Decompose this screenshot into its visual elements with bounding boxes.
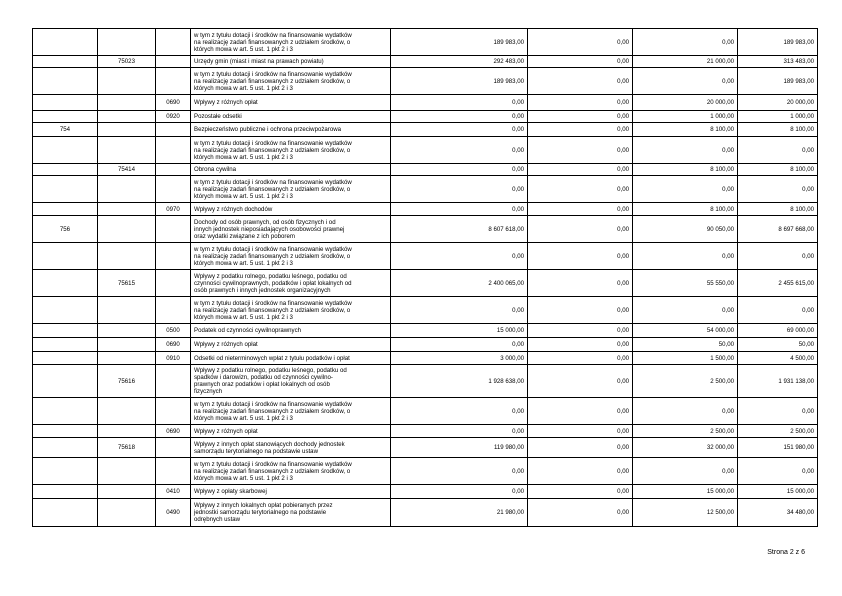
chapter-code-cell: 75618 bbox=[98, 438, 156, 458]
amount-before-cell: 0,00 bbox=[391, 485, 528, 499]
amount-before-cell: 15 000,00 bbox=[391, 324, 528, 338]
table-row bbox=[33, 68, 818, 95]
paragraph-code-cell: 0500 bbox=[156, 324, 191, 338]
amount-before-cell: 189 983,00 bbox=[391, 68, 528, 95]
item-name-cell: Urzędy gmin (miast i miast na prawach powiatu) bbox=[191, 56, 391, 68]
table-row bbox=[33, 137, 818, 164]
division-code-cell bbox=[33, 137, 98, 164]
table-row bbox=[33, 176, 818, 203]
amount-before-cell: 0,00 bbox=[391, 111, 528, 123]
amount-increase-cell: 20 000,00 bbox=[633, 95, 738, 111]
amount-after-cell: 1 000,00 bbox=[738, 111, 818, 123]
amount-after-cell: 0,00 bbox=[738, 458, 818, 485]
division-code-cell: 754 bbox=[33, 123, 98, 137]
amount-after-cell: 20 000,00 bbox=[738, 95, 818, 111]
amount-before-cell: 21 980,00 bbox=[391, 499, 528, 527]
chapter-code-cell bbox=[98, 243, 156, 270]
chapter-code-cell bbox=[98, 216, 156, 243]
paragraph-code-cell bbox=[156, 216, 191, 243]
table-row bbox=[33, 95, 818, 111]
table-row bbox=[33, 297, 818, 324]
division-code-cell bbox=[33, 95, 98, 111]
amount-decrease-cell: 0,00 bbox=[528, 216, 633, 243]
amount-increase-cell: 0,00 bbox=[633, 398, 738, 425]
division-code-cell bbox=[33, 352, 98, 365]
paragraph-code-cell: 0490 bbox=[156, 499, 191, 527]
paragraph-code-cell bbox=[156, 243, 191, 270]
paragraph-code-cell bbox=[156, 68, 191, 95]
amount-increase-cell: 8 100,00 bbox=[633, 123, 738, 137]
amount-decrease-cell: 0,00 bbox=[528, 176, 633, 203]
item-name-cell: w tym z tytułu dotacji i środków na finansowanie wydatków na realizację zadań finansowanych z udziałem środków, o których mowa w art. 5 ust. 1 pkt 2 i 3 bbox=[191, 297, 391, 324]
paragraph-code-cell bbox=[156, 365, 191, 398]
amount-increase-cell: 0,00 bbox=[633, 137, 738, 164]
amount-increase-cell: 0,00 bbox=[633, 29, 738, 56]
amount-increase-cell: 15 000,00 bbox=[633, 485, 738, 499]
chapter-code-cell bbox=[98, 203, 156, 216]
page-number: Strona 2 z 6 bbox=[767, 549, 805, 556]
amount-after-cell: 8 697 668,00 bbox=[738, 216, 818, 243]
amount-decrease-cell: 0,00 bbox=[528, 338, 633, 352]
item-name-cell: Pozostałe odsetki bbox=[191, 111, 391, 123]
amount-after-cell: 189 983,00 bbox=[738, 68, 818, 95]
amount-decrease-cell: 0,00 bbox=[528, 398, 633, 425]
amount-after-cell: 151 980,00 bbox=[738, 438, 818, 458]
division-code-cell bbox=[33, 297, 98, 324]
division-code-cell bbox=[33, 458, 98, 485]
amount-increase-cell: 2 500,00 bbox=[633, 365, 738, 398]
table-row bbox=[33, 56, 818, 68]
amount-decrease-cell: 0,00 bbox=[528, 95, 633, 111]
paragraph-code-cell: 0690 bbox=[156, 425, 191, 438]
table-row bbox=[33, 338, 818, 352]
table-row bbox=[33, 438, 818, 458]
amount-increase-cell: 1 000,00 bbox=[633, 111, 738, 123]
amount-decrease-cell: 0,00 bbox=[528, 68, 633, 95]
paragraph-code-cell bbox=[156, 438, 191, 458]
amount-before-cell: 0,00 bbox=[391, 458, 528, 485]
amount-after-cell: 1 931 138,00 bbox=[738, 365, 818, 398]
item-name-cell: Obrona cywilna bbox=[191, 164, 391, 176]
division-code-cell: 756 bbox=[33, 216, 98, 243]
paragraph-code-cell: 0910 bbox=[156, 352, 191, 365]
chapter-code-cell bbox=[98, 29, 156, 56]
amount-after-cell: 0,00 bbox=[738, 398, 818, 425]
amount-decrease-cell: 0,00 bbox=[528, 352, 633, 365]
amount-increase-cell: 8 100,00 bbox=[633, 203, 738, 216]
table-row bbox=[33, 164, 818, 176]
item-name-cell: Dochody od osób prawnych, od osób fizycznych i od innych jednostek nieposiadających osobowości prawnej oraz wydatki związane z ich poborem bbox=[191, 216, 391, 243]
paragraph-code-cell: 0920 bbox=[156, 111, 191, 123]
chapter-code-cell bbox=[98, 297, 156, 324]
paragraph-code-cell bbox=[156, 123, 191, 137]
paragraph-code-cell: 0410 bbox=[156, 485, 191, 499]
amount-before-cell: 119 980,00 bbox=[391, 438, 528, 458]
table-row bbox=[33, 398, 818, 425]
division-code-cell bbox=[33, 164, 98, 176]
amount-before-cell: 2 400 065,00 bbox=[391, 270, 528, 297]
amount-after-cell: 4 500,00 bbox=[738, 352, 818, 365]
paragraph-code-cell: 0690 bbox=[156, 95, 191, 111]
amount-decrease-cell: 0,00 bbox=[528, 111, 633, 123]
amount-decrease-cell: 0,00 bbox=[528, 425, 633, 438]
paragraph-code-cell: 0970 bbox=[156, 203, 191, 216]
amount-increase-cell: 32 000,00 bbox=[633, 438, 738, 458]
table-row bbox=[33, 458, 818, 485]
paragraph-code-cell bbox=[156, 398, 191, 425]
amount-before-cell: 0,00 bbox=[391, 243, 528, 270]
paragraph-code-cell bbox=[156, 56, 191, 68]
chapter-code-cell bbox=[98, 485, 156, 499]
amount-increase-cell: 1 500,00 bbox=[633, 352, 738, 365]
item-name-cell: Wpływy z innych opłat stanowiących dochody jednostek samorządu terytorialnego na podstawie ustaw bbox=[191, 438, 391, 458]
amount-increase-cell: 0,00 bbox=[633, 243, 738, 270]
chapter-code-cell bbox=[98, 499, 156, 527]
amount-before-cell: 0,00 bbox=[391, 137, 528, 164]
amount-after-cell: 313 483,00 bbox=[738, 56, 818, 68]
amount-increase-cell: 2 500,00 bbox=[633, 425, 738, 438]
amount-before-cell: 0,00 bbox=[391, 164, 528, 176]
division-code-cell bbox=[33, 56, 98, 68]
amount-after-cell: 0,00 bbox=[738, 243, 818, 270]
table-row bbox=[33, 243, 818, 270]
division-code-cell bbox=[33, 203, 98, 216]
amount-decrease-cell: 0,00 bbox=[528, 164, 633, 176]
paragraph-code-cell bbox=[156, 176, 191, 203]
table-row bbox=[33, 123, 818, 137]
paragraph-code-cell bbox=[156, 137, 191, 164]
item-name-cell: Wpływy z różnych opłat bbox=[191, 95, 391, 111]
division-code-cell bbox=[33, 365, 98, 398]
table-row bbox=[33, 425, 818, 438]
amount-after-cell: 8 100,00 bbox=[738, 123, 818, 137]
division-code-cell bbox=[33, 243, 98, 270]
amount-increase-cell: 0,00 bbox=[633, 297, 738, 324]
division-code-cell bbox=[33, 499, 98, 527]
item-name-cell: Wpływy z różnych opłat bbox=[191, 425, 391, 438]
item-name-cell: Podatek od czynności cywilnoprawnych bbox=[191, 324, 391, 338]
chapter-code-cell bbox=[98, 458, 156, 485]
item-name-cell: w tym z tytułu dotacji i środków na finansowanie wydatków na realizację zadań finansowanych z udziałem środków, o których mowa w art. 5 ust. 1 pkt 2 i 3 bbox=[191, 137, 391, 164]
amount-decrease-cell: 0,00 bbox=[528, 123, 633, 137]
amount-before-cell: 0,00 bbox=[391, 203, 528, 216]
chapter-code-cell bbox=[98, 137, 156, 164]
chapter-code-cell bbox=[98, 338, 156, 352]
table-row bbox=[33, 111, 818, 123]
chapter-code-cell bbox=[98, 95, 156, 111]
paragraph-code-cell bbox=[156, 164, 191, 176]
table-row bbox=[33, 203, 818, 216]
amount-before-cell: 0,00 bbox=[391, 176, 528, 203]
amount-decrease-cell: 0,00 bbox=[528, 243, 633, 270]
paragraph-code-cell: 0690 bbox=[156, 338, 191, 352]
amount-after-cell: 2 455 615,00 bbox=[738, 270, 818, 297]
table-row bbox=[33, 216, 818, 243]
amount-after-cell: 189 983,00 bbox=[738, 29, 818, 56]
chapter-code-cell bbox=[98, 123, 156, 137]
chapter-code-cell bbox=[98, 425, 156, 438]
amount-decrease-cell: 0,00 bbox=[528, 485, 633, 499]
chapter-code-cell bbox=[98, 176, 156, 203]
division-code-cell bbox=[33, 111, 98, 123]
amount-increase-cell: 21 000,00 bbox=[633, 56, 738, 68]
amount-increase-cell: 90 050,00 bbox=[633, 216, 738, 243]
amount-increase-cell: 8 100,00 bbox=[633, 164, 738, 176]
division-code-cell bbox=[33, 270, 98, 297]
amount-after-cell: 0,00 bbox=[738, 137, 818, 164]
division-code-cell bbox=[33, 338, 98, 352]
item-name-cell: w tym z tytułu dotacji i środków na finansowanie wydatków na realizację zadań finansowanych z udziałem środków, o których mowa w art. 5 ust. 1 pkt 2 i 3 bbox=[191, 176, 391, 203]
item-name-cell: Wpływy z innych lokalnych opłat pobieranych przez jednostki samorządu terytorialnego na podstawie odrębnych ustaw bbox=[191, 499, 391, 527]
chapter-code-cell bbox=[98, 324, 156, 338]
item-name-cell: Wpływy z opłaty skarbowej bbox=[191, 485, 391, 499]
amount-decrease-cell: 0,00 bbox=[528, 56, 633, 68]
amount-decrease-cell: 0,00 bbox=[528, 297, 633, 324]
amount-increase-cell: 54 000,00 bbox=[633, 324, 738, 338]
table-row bbox=[33, 324, 818, 338]
division-code-cell bbox=[33, 324, 98, 338]
item-name-cell: Wpływy z różnych dochodów bbox=[191, 203, 391, 216]
chapter-code-cell bbox=[98, 352, 156, 365]
amount-before-cell: 189 983,00 bbox=[391, 29, 528, 56]
division-code-cell bbox=[33, 485, 98, 499]
amount-increase-cell: 0,00 bbox=[633, 68, 738, 95]
amount-decrease-cell: 0,00 bbox=[528, 137, 633, 164]
amount-increase-cell: 0,00 bbox=[633, 176, 738, 203]
chapter-code-cell bbox=[98, 68, 156, 95]
paragraph-code-cell bbox=[156, 29, 191, 56]
amount-after-cell: 15 000,00 bbox=[738, 485, 818, 499]
amount-after-cell: 50,00 bbox=[738, 338, 818, 352]
item-name-cell: Wpływy z różnych opłat bbox=[191, 338, 391, 352]
amount-after-cell: 8 100,00 bbox=[738, 164, 818, 176]
amount-increase-cell: 0,00 bbox=[633, 458, 738, 485]
budget-table bbox=[32, 28, 818, 527]
chapter-code-cell: 75023 bbox=[98, 56, 156, 68]
amount-before-cell: 0,00 bbox=[391, 297, 528, 324]
amount-before-cell: 1 928 638,00 bbox=[391, 365, 528, 398]
item-name-cell: w tym z tytułu dotacji i środków na finansowanie wydatków na realizację zadań finansowanych z udziałem środków, o których mowa w art. 5 ust. 1 pkt 2 i 3 bbox=[191, 68, 391, 95]
amount-decrease-cell: 0,00 bbox=[528, 365, 633, 398]
paragraph-code-cell bbox=[156, 297, 191, 324]
item-name-cell: w tym z tytułu dotacji i środków na finansowanie wydatków na realizację zadań finansowanych z udziałem środków, o których mowa w art. 5 ust. 1 pkt 2 i 3 bbox=[191, 458, 391, 485]
table-row bbox=[33, 29, 818, 56]
item-name-cell: w tym z tytułu dotacji i środków na finansowanie wydatków na realizację zadań finansowanych z udziałem środków, o których mowa w art. 5 ust. 1 pkt 2 i 3 bbox=[191, 398, 391, 425]
item-name-cell: w tym z tytułu dotacji i środków na finansowanie wydatków na realizację zadań finansowanych z udziałem środków, o których mowa w art. 5 ust. 1 pkt 2 i 3 bbox=[191, 29, 391, 56]
chapter-code-cell: 75414 bbox=[98, 164, 156, 176]
division-code-cell bbox=[33, 68, 98, 95]
amount-decrease-cell: 0,00 bbox=[528, 270, 633, 297]
item-name-cell: Wpływy z podatku rolnego, podatku leśnego, podatku od czynności cywilnoprawnych, podatków i opłat lokalnych od osób prawnych i innych jednostek organizacyjnych bbox=[191, 270, 391, 297]
item-name-cell: Bezpieczeństwo publiczne i ochrona przeciwpożarowa bbox=[191, 123, 391, 137]
table-row bbox=[33, 499, 818, 527]
amount-after-cell: 2 500,00 bbox=[738, 425, 818, 438]
amount-increase-cell: 12 500,00 bbox=[633, 499, 738, 527]
amount-before-cell: 0,00 bbox=[391, 123, 528, 137]
item-name-cell: Odsetki od nieterminowych wpłat z tytułu podatków i opłat bbox=[191, 352, 391, 365]
paragraph-code-cell bbox=[156, 270, 191, 297]
item-name-cell: w tym z tytułu dotacji i środków na finansowanie wydatków na realizację zadań finansowanych z udziałem środków, o których mowa w art. 5 ust. 1 pkt 2 i 3 bbox=[191, 243, 391, 270]
amount-decrease-cell: 0,00 bbox=[528, 29, 633, 56]
amount-after-cell: 69 000,00 bbox=[738, 324, 818, 338]
item-name-cell: Wpływy z podatku rolnego, podatku leśnego, podatku od spadków i darowizn, podatku od czynności cywilno- prawnych oraz podatków i opłat lokalnych od osób fizycznych bbox=[191, 365, 391, 398]
amount-decrease-cell: 0,00 bbox=[528, 499, 633, 527]
amount-after-cell: 0,00 bbox=[738, 176, 818, 203]
amount-after-cell: 0,00 bbox=[738, 297, 818, 324]
amount-decrease-cell: 0,00 bbox=[528, 324, 633, 338]
division-code-cell bbox=[33, 29, 98, 56]
amount-before-cell: 8 607 618,00 bbox=[391, 216, 528, 243]
division-code-cell bbox=[33, 425, 98, 438]
table-row bbox=[33, 365, 818, 398]
amount-before-cell: 292 483,00 bbox=[391, 56, 528, 68]
amount-before-cell: 0,00 bbox=[391, 95, 528, 111]
division-code-cell bbox=[33, 176, 98, 203]
amount-after-cell: 8 100,00 bbox=[738, 203, 818, 216]
paragraph-code-cell bbox=[156, 458, 191, 485]
amount-increase-cell: 50,00 bbox=[633, 338, 738, 352]
division-code-cell bbox=[33, 438, 98, 458]
amount-increase-cell: 55 550,00 bbox=[633, 270, 738, 297]
amount-before-cell: 0,00 bbox=[391, 338, 528, 352]
table-row bbox=[33, 485, 818, 499]
chapter-code-cell: 75615 bbox=[98, 270, 156, 297]
amount-before-cell: 0,00 bbox=[391, 398, 528, 425]
amount-before-cell: 3 000,00 bbox=[391, 352, 528, 365]
chapter-code-cell bbox=[98, 111, 156, 123]
table-row bbox=[33, 270, 818, 297]
amount-decrease-cell: 0,00 bbox=[528, 438, 633, 458]
amount-before-cell: 0,00 bbox=[391, 425, 528, 438]
table-row bbox=[33, 352, 818, 365]
amount-after-cell: 34 480,00 bbox=[738, 499, 818, 527]
chapter-code-cell bbox=[98, 398, 156, 425]
division-code-cell bbox=[33, 398, 98, 425]
amount-decrease-cell: 0,00 bbox=[528, 203, 633, 216]
chapter-code-cell: 75616 bbox=[98, 365, 156, 398]
amount-decrease-cell: 0,00 bbox=[528, 458, 633, 485]
